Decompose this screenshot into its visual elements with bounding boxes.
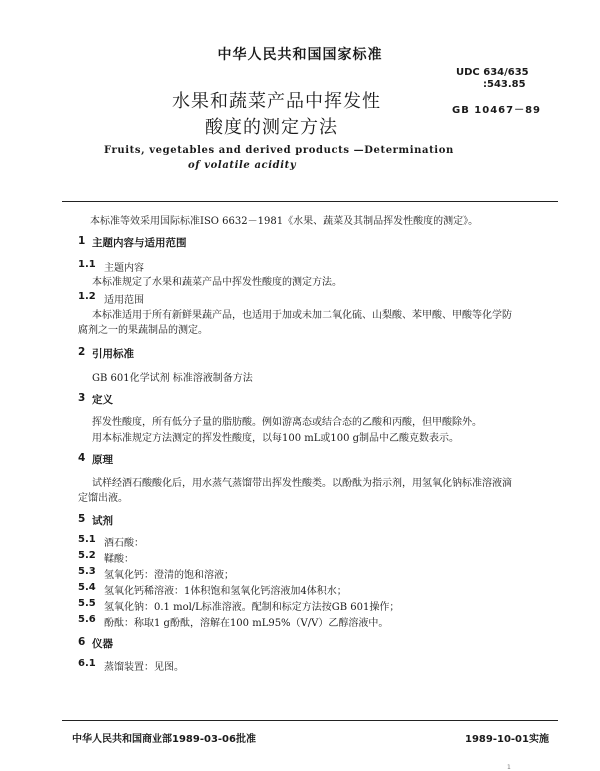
section-6-1-text: 蒸馏装置：见图。 — [104, 662, 184, 673]
reagent-item-text: 酚酞：称取1 g酚酞，溶解在100 mL95%（V/V）乙醇溶液中。 — [104, 618, 389, 629]
section-1-1-title: 主题内容 — [104, 263, 144, 274]
reagent-item-number: 5.5 — [78, 598, 96, 609]
reagent-item-number: 5.4 — [78, 582, 96, 593]
document-title-line2: 酸度的测定方法 — [205, 117, 338, 138]
section-3-number: 3 — [78, 392, 86, 404]
section-3-text-line1: 挥发性酸度，所有低分子量的脂肪酸。例如游离态或结合态的乙酸和丙酸，但甲酸除外。 — [92, 417, 482, 428]
approval-note: 中华人民共和国商业部1989-03-06批准 — [72, 734, 256, 745]
section-1-2-number: 1.2 — [78, 291, 96, 302]
reagent-item-number: 5.2 — [78, 550, 96, 561]
section-1-2-text-line2: 腐剂之一的果蔬制品的测定。 — [78, 325, 208, 336]
section-4-title: 原理 — [92, 454, 113, 466]
section-1-1-number: 1.1 — [78, 259, 96, 270]
reagent-item-text: 氢氧化钠：0.1 mol/L标准溶液。配制和标定方法按GB 601操作； — [104, 602, 400, 613]
section-6-number: 6 — [78, 636, 86, 648]
section-4-text-line2: 定馏出液。 — [78, 493, 128, 504]
reagent-item-text: 酒石酸： — [104, 538, 144, 549]
section-5-title: 试剂 — [92, 515, 113, 527]
section-2-text: GB 601化学试剂 标准溶液制备方法 — [92, 373, 253, 384]
reagent-item-text: 氢氧化钙稀溶液：1体积饱和氢氧化钙溶液加4体积水； — [104, 586, 347, 597]
reagent-item-number: 5.3 — [78, 566, 96, 577]
section-4-number: 4 — [78, 452, 86, 464]
section-1-1-text: 本标准规定了水果和蔬菜产品中挥发性酸度的测定方法。 — [92, 277, 342, 288]
section-6-title: 仪器 — [92, 638, 113, 650]
gb-code: GB 10467－89 — [452, 105, 542, 116]
section-4-text-line1: 试样经酒石酸酸化后，用水蒸气蒸馏带出挥发性酸类。以酚酞为指示剂，用氢氧化钠标准溶液滴 — [92, 478, 512, 489]
section-1-number: 1 — [78, 235, 86, 247]
implementation-date: 1989-10-01实施 — [465, 734, 549, 745]
section-5-number: 5 — [78, 513, 86, 525]
national-standard-title: 中华人民共和国国家标准 — [217, 47, 383, 63]
section-1-title: 主题内容与适用范围 — [92, 237, 187, 249]
reagent-item-number: 5.6 — [78, 614, 96, 625]
document-title-line1: 水果和蔬菜产品中挥发性 — [172, 91, 381, 112]
page-number: 1 — [507, 764, 511, 771]
section-1-2-text-line1: 本标准适用于所有新鲜果蔬产品，也适用于加或未加二氧化硫、山梨酸、苯甲酸、甲酸等化学防 — [92, 310, 512, 321]
udc-code: UDC 634/635 — [456, 67, 529, 78]
reagent-item-text: 氢氧化钙：澄清的饱和溶液； — [104, 570, 234, 581]
udc-code-cont: :543.85 — [483, 79, 526, 90]
reagent-item-text: 鞣酸： — [104, 554, 134, 565]
intro-paragraph: 本标准等效采用国际标准ISO 6632－1981《水果、蔬菜及其制品挥发性酸度的测定》。 — [90, 216, 479, 227]
section-3-text-line2: 用本标准规定方法测定的挥发性酸度，以每100 mL或100 g制品中乙酸克数表示。 — [92, 433, 460, 444]
bottom-divider — [62, 720, 558, 721]
section-2-number: 2 — [78, 346, 86, 358]
reagent-item-number: 5.1 — [78, 534, 96, 545]
top-divider — [62, 201, 558, 202]
section-6-1-number: 6.1 — [78, 658, 96, 669]
english-title-line1: Fruits, vegetables and derived products —Determination — [104, 145, 454, 156]
section-3-title: 定义 — [92, 394, 113, 406]
english-title-line2: of volatile acidity — [188, 160, 297, 171]
section-2-title: 引用标准 — [92, 348, 134, 360]
section-1-2-title: 适用范围 — [104, 295, 144, 306]
